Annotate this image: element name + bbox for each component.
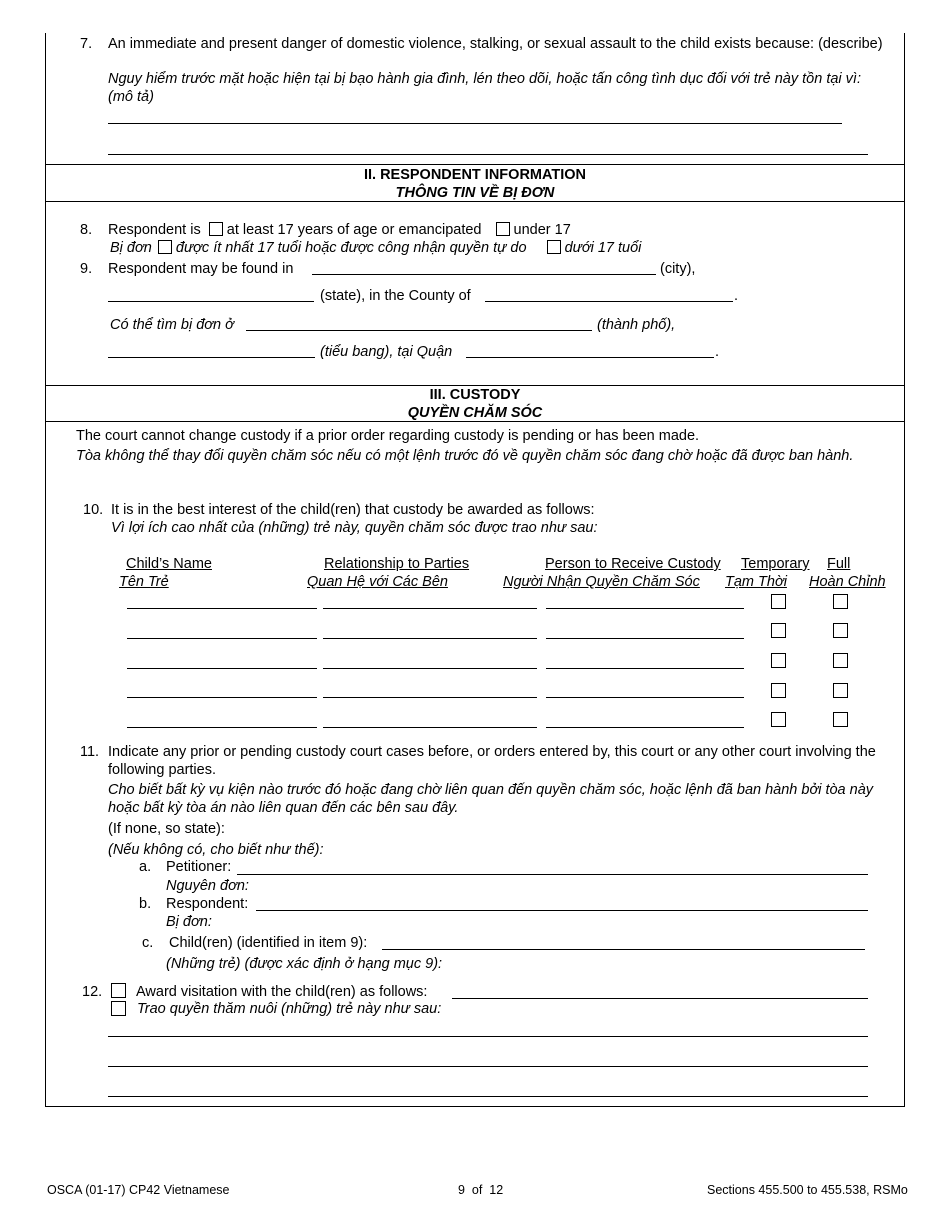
item9-city-field-vi[interactable] [246, 330, 592, 331]
item9-number: 9. [80, 261, 93, 277]
section2-bottom-rule [45, 201, 905, 202]
row4-temporary-checkbox[interactable] [771, 683, 786, 698]
row5-custodian-field[interactable] [546, 727, 744, 728]
item12-visitation-checkbox-vi[interactable] [111, 1001, 126, 1016]
item8-adult-label: at least 17 years of age or emancipated [226, 222, 482, 238]
item9-city-field[interactable] [312, 274, 656, 275]
item9-prefix: Respondent may be found in [108, 261, 294, 277]
item11b-letter: b. [139, 896, 152, 912]
item8-number: 8. [80, 222, 93, 238]
section3-title-vi: QUYỀN CHĂM SÓC [407, 405, 543, 421]
row2-temporary-checkbox[interactable] [771, 623, 786, 638]
col-temporary-header: Temporary [741, 556, 810, 572]
item12-text-en: Award visitation with the child(ren) as follows: [136, 984, 428, 1000]
item9-state-field-vi[interactable] [108, 357, 315, 358]
item12-visitation-checkbox[interactable] [111, 983, 126, 998]
item8-adult-checkbox[interactable] [209, 222, 223, 236]
item8-minor-checkbox-vi[interactable] [547, 240, 561, 254]
row4-custodian-field[interactable] [546, 697, 744, 698]
item9-end-vi: . [715, 344, 720, 360]
item11a-label: Petitioner: [166, 859, 232, 875]
section3-bottom-rule [45, 421, 905, 422]
col-childname-header-vi: Tên Trẻ [119, 574, 169, 590]
item9-state-field[interactable] [108, 301, 314, 302]
item9-state-label-vi [320, 343, 452, 361]
item9-city-label: (city), [660, 261, 696, 277]
item8-line-vi [110, 239, 641, 257]
item9-county-field-vi[interactable] [466, 357, 714, 358]
item8-adult-checkbox-vi[interactable] [158, 240, 172, 254]
row5-full-checkbox[interactable] [833, 712, 848, 727]
item12-number: 12. [82, 984, 103, 1000]
row4-relationship-field[interactable] [323, 697, 537, 698]
item12-answer-line-3[interactable] [108, 1096, 868, 1097]
row1-childname-field[interactable] [127, 608, 317, 609]
row3-relationship-field[interactable] [323, 668, 537, 669]
item11c-label-vi: (Những trẻ) (được xác định ở hạng mục 9): [166, 956, 443, 972]
frame-bottom-border [45, 1106, 905, 1107]
row1-full-checkbox[interactable] [833, 594, 848, 609]
row2-relationship-field[interactable] [323, 638, 537, 639]
item11c-label: Child(ren) (identified in item 9): [169, 935, 368, 951]
section2-top-rule [45, 164, 905, 165]
item9-state-label-vi-text: (tiểu bang), tại Quận [320, 344, 453, 360]
item8-minor-label: under 17 [513, 222, 571, 238]
col-custodian-header-vi: Người Nhận Quyền Chăm Sóc [503, 574, 700, 590]
item7-text-vi: Nguy hiểm trước mặt hoặc hiện tại bị bạo hành gia đình, lén theo dõi, hoặc tấn công tình dục đối với trẻ này tồn tại vì: (mô tả) [108, 71, 861, 105]
row4-childname-field[interactable] [127, 697, 317, 698]
item11a-petitioner-field[interactable] [237, 874, 868, 875]
item11b-respondent-field[interactable] [256, 910, 868, 911]
section3-note-vi: Tòa không thể thay đổi quyền chăm sóc nếu có một lệnh trước đó về quyền chăm sóc đang chờ hoặc đã được ban hành. [76, 448, 854, 464]
item12-text-vi: Trao quyền thăm nuôi (những) trẻ này như sau: [137, 1001, 442, 1017]
row5-relationship-field[interactable] [323, 727, 537, 728]
item7-answer-line-1[interactable] [108, 123, 842, 124]
item8-prefix-vi: Bị đơn [110, 240, 152, 256]
col-relationship-header: Relationship to Parties [324, 556, 470, 572]
col-full-header-vi: Hoàn Chỉnh [809, 574, 886, 590]
item11b-label: Respondent: [166, 896, 249, 912]
col-childname-header: Child’s Name [126, 556, 212, 572]
item9-end: . [734, 288, 739, 304]
row5-temporary-checkbox[interactable] [771, 712, 786, 727]
item9-state-label: (state), in the County of [320, 288, 471, 304]
item8-prefix: Respondent is [108, 222, 201, 238]
item11-none-note: (If none, so state): [108, 821, 225, 837]
row1-temporary-checkbox[interactable] [771, 594, 786, 609]
row2-childname-field[interactable] [127, 638, 317, 639]
item10-number: 10. [83, 502, 104, 518]
item9-city-label-vi: (thành phố), [597, 317, 676, 333]
col-custodian-header: Person to Receive Custody [545, 556, 721, 572]
item11-none-note-vi: (Nếu không có, cho biết như thế): [108, 842, 324, 858]
item11c-children-field[interactable] [382, 949, 865, 950]
section3-title: III. CUSTODY [429, 387, 521, 403]
item12-answer-line-2[interactable] [108, 1066, 868, 1067]
row1-custodian-field[interactable] [546, 608, 744, 609]
item9-prefix-vi: Có thể tìm bị đơn ở [110, 317, 234, 333]
footer-page-number: 9 of 12 [458, 1183, 504, 1197]
item7-answer-line-2[interactable] [108, 154, 868, 155]
item11a-letter: a. [139, 859, 152, 875]
section2-title: II. RESPONDENT INFORMATION [363, 167, 587, 183]
item8-line-en [108, 221, 571, 239]
item11a-label-vi: Nguyên đơn: [166, 878, 249, 894]
footer-form-id: OSCA (01-17) CP42 Vietnamese [47, 1183, 230, 1197]
row2-full-checkbox[interactable] [833, 623, 848, 638]
item11-text-en: Indicate any prior or pending custody court cases before, or orders entered by, this court or any other court involving the following parties. [108, 744, 876, 778]
row5-childname-field[interactable] [127, 727, 317, 728]
item11-text-vi: Cho biết bất kỳ vụ kiện nào trước đó hoặc đang chờ liên quan đến quyền chăm sóc, hoặc lệnh đã ban hành bởi tòa này hoặc bất kỳ tòa án nào liên quan đến các bên sau đây. [108, 782, 874, 816]
row3-custodian-field[interactable] [546, 668, 744, 669]
item11b-label-vi: Bị đơn: [166, 914, 212, 930]
row3-childname-field[interactable] [127, 668, 317, 669]
row2-custodian-field[interactable] [546, 638, 744, 639]
col-relationship-header-vi: Quan Hệ với Các Bên [307, 574, 448, 590]
item9-county-field[interactable] [485, 301, 733, 302]
item10-text-vi: Vì lợi ích cao nhất của (những) trẻ này, quyền chăm sóc được trao như sau: [111, 520, 598, 536]
col-full-header: Full [827, 556, 851, 572]
item11-number: 11. [80, 744, 100, 760]
item12-visitation-field[interactable] [452, 998, 868, 999]
item7-text-en: An immediate and present danger of domestic violence, stalking, or sexual assault to the child exists because: (describe) [108, 36, 883, 52]
section3-note: The court cannot change custody if a prior order regarding custody is pending or has been made. [76, 428, 700, 444]
row3-temporary-checkbox[interactable] [771, 653, 786, 668]
item7-number: 7. [80, 36, 93, 52]
section2-title-vi: THÔNG TIN VỀ BỊ ĐƠN [395, 185, 555, 201]
footer-statute: Sections 455.500 to 455.538, RSMo [707, 1183, 908, 1197]
row1-relationship-field[interactable] [323, 608, 537, 609]
item11c-letter: c. [142, 935, 154, 951]
item10-text-en: It is in the best interest of the child(ren) that custody be awarded as follows: [111, 502, 595, 518]
item8-minor-label-vi: dưới 17 tuổi [564, 240, 642, 256]
col-temporary-header-vi: Tạm Thời [725, 574, 787, 590]
item8-minor-checkbox[interactable] [496, 222, 510, 236]
row4-full-checkbox[interactable] [833, 683, 848, 698]
item8-adult-label-vi: được ít nhất 17 tuổi hoặc được công nhận quyền tự do [175, 240, 527, 256]
item12-answer-line-1[interactable] [108, 1036, 868, 1037]
row3-full-checkbox[interactable] [833, 653, 848, 668]
